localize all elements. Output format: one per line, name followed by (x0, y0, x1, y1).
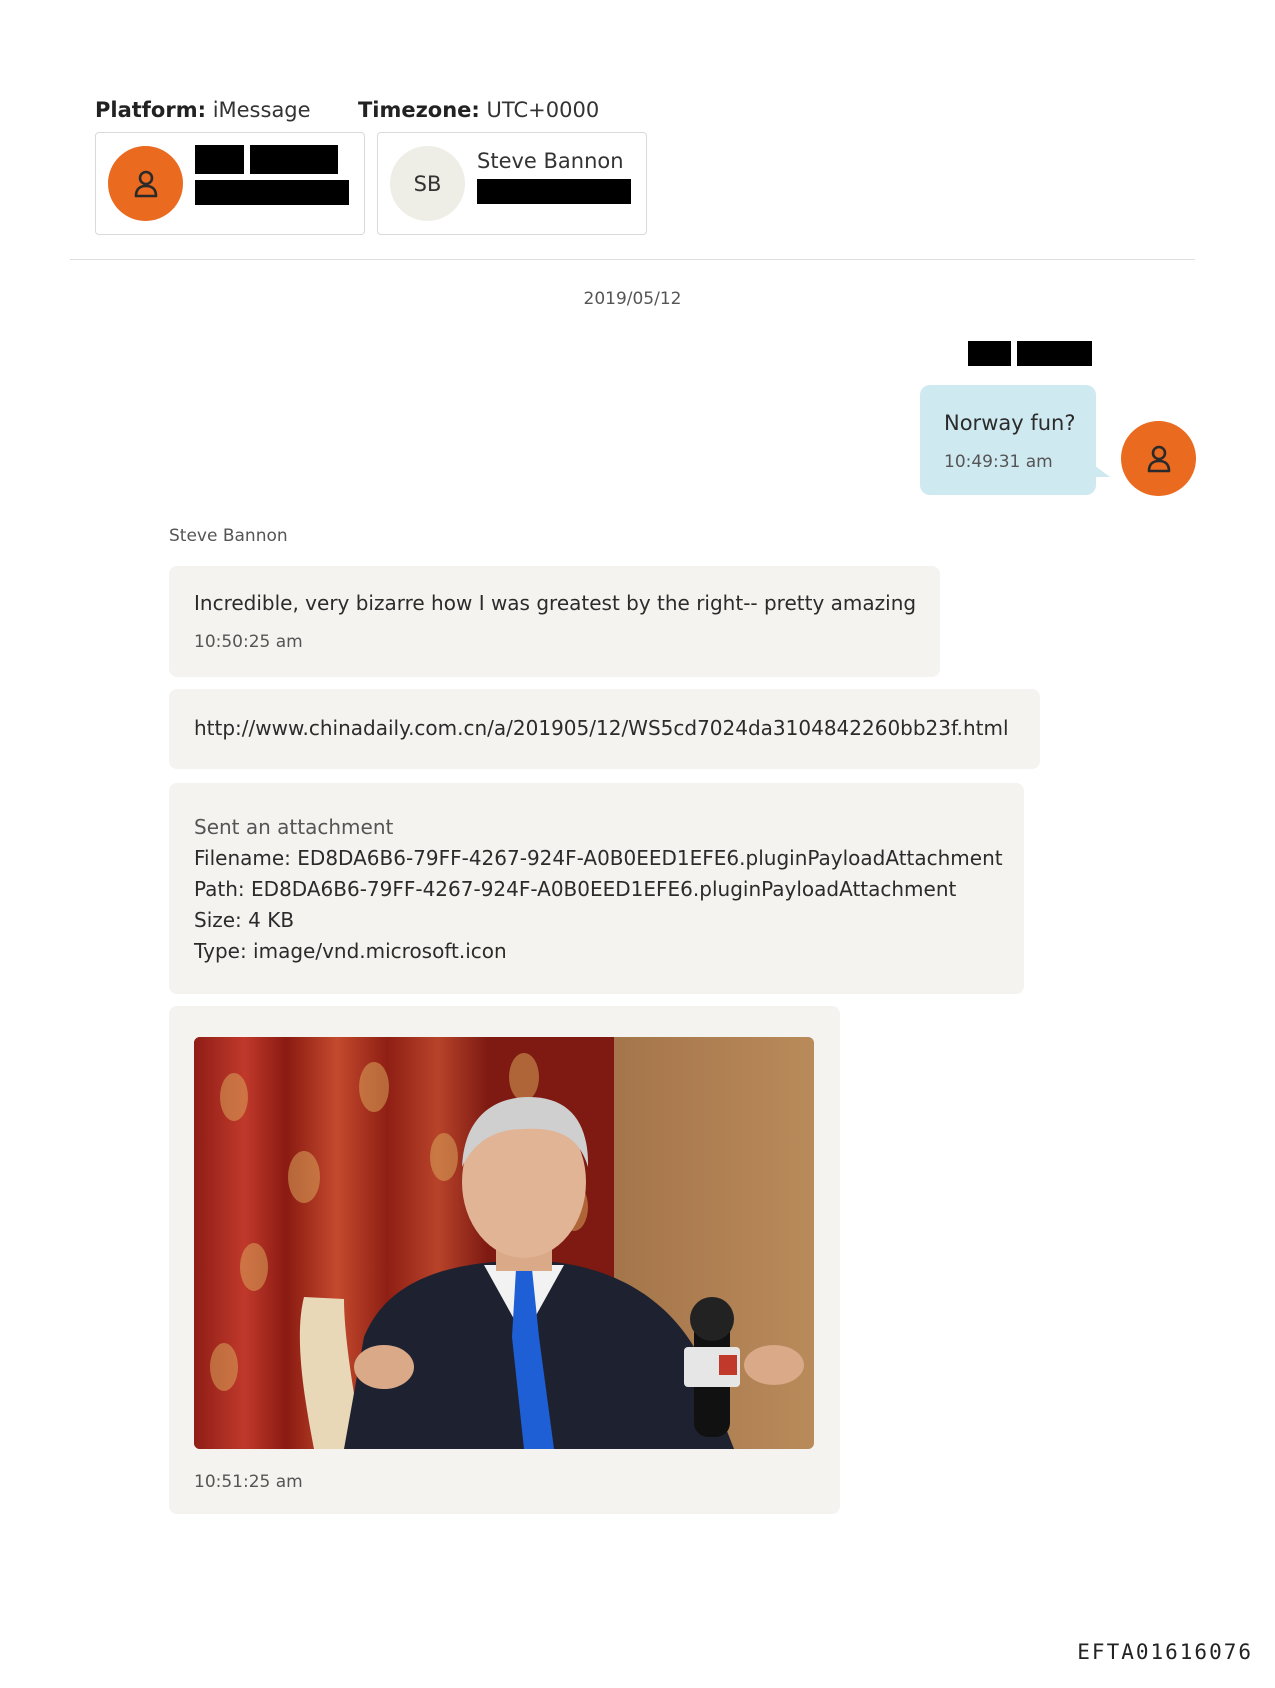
incoming-message (169, 566, 940, 677)
redacted-sender-name (968, 341, 1011, 366)
message-time: 10:50:25 am (194, 632, 303, 652)
message-link[interactable]: http://www.chinadaily.com.cn/a/201905/12/WS5cd7024da3104842260bb23f.html (194, 716, 1009, 740)
sender-name: Steve Bannon (169, 526, 288, 546)
participant-name: Steve Bannon (477, 149, 624, 173)
outgoing-message (920, 385, 1096, 495)
redaction-block (477, 179, 631, 204)
redaction-block (195, 180, 349, 205)
attachment-size: Size: 4 KB (194, 908, 295, 932)
conversation-meta (95, 98, 599, 122)
attachment-filename: Filename: ED8DA6B6-79FF-4267-924F-A0B0EED1EFE6.pluginPayloadAttachment (194, 846, 1003, 870)
participant-card-redacted (95, 132, 365, 235)
attachment-heading: Sent an attachment (194, 815, 394, 839)
incoming-message-image (169, 1006, 840, 1514)
message-time: 10:51:25 am (194, 1472, 303, 1492)
message-time: 10:49:31 am (944, 452, 1053, 472)
timezone-label: Timezone: (357, 98, 480, 122)
header-divider (70, 259, 1195, 260)
incoming-message-link (169, 689, 1040, 769)
document-id: EFTA01616076 (1077, 1640, 1253, 1664)
participant-card-steve-bannon (377, 132, 647, 235)
avatar-initials: SB (390, 146, 465, 221)
timezone-value: UTC+0000 (486, 98, 600, 122)
message-text: Norway fun? (944, 411, 1076, 435)
redacted-sender-name (1017, 341, 1092, 366)
person-icon (108, 146, 183, 221)
conversation-date: 2019/05/12 (583, 289, 682, 309)
attachment-path: Path: ED8DA6B6-79FF-4267-924F-A0B0EED1EFE6.pluginPayloadAttachment (194, 877, 957, 901)
platform-label: Platform: (95, 98, 206, 122)
redaction-block (195, 145, 244, 174)
attachment-type: Type: image/vnd.microsoft.icon (194, 939, 507, 963)
redaction-block (250, 145, 338, 174)
platform-value: iMessage (212, 98, 311, 122)
person-icon (1121, 421, 1196, 496)
incoming-message-attachment (169, 783, 1024, 994)
message-photo[interactable] (194, 1037, 814, 1449)
message-text: Incredible, very bizarre how I was greatest by the right-- pretty amazing (194, 591, 917, 615)
